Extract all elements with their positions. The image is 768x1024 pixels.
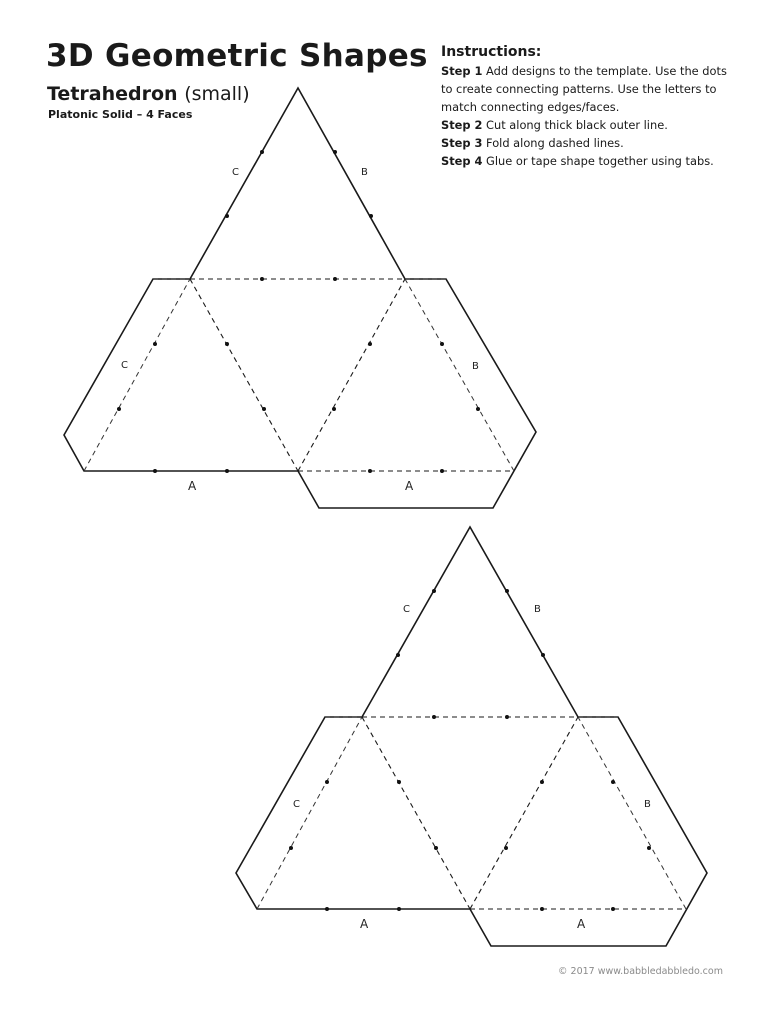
dot	[325, 907, 329, 911]
dot	[333, 277, 337, 281]
dot	[153, 342, 157, 346]
dot	[440, 342, 444, 346]
net-2-face-fold-line	[362, 717, 686, 909]
dot	[117, 407, 121, 411]
step-label: Step 3	[441, 136, 483, 150]
dot	[368, 342, 372, 346]
edge-label-a: A	[360, 917, 369, 931]
net-1-dots	[117, 150, 483, 473]
edge-label-b: B	[361, 167, 368, 178]
dot	[611, 907, 615, 911]
net-1-face-fold-line	[190, 279, 514, 471]
net-2-tab-fold-line	[257, 717, 686, 909]
dot	[260, 150, 264, 154]
step-label: Step 1	[441, 64, 483, 78]
dot	[397, 780, 401, 784]
dot	[647, 846, 651, 850]
edge-label-b: B	[644, 799, 651, 810]
copyright-footer: © 2017 www.babbledabbledo.com	[558, 966, 723, 977]
dot	[332, 407, 336, 411]
dot	[333, 150, 337, 154]
step-label: Step 2	[441, 118, 483, 132]
dot	[225, 469, 229, 473]
dot	[325, 780, 329, 784]
edge-label-c: C	[232, 167, 239, 178]
dot	[289, 846, 293, 850]
dot	[504, 846, 508, 850]
instructions-heading: Instructions:	[441, 44, 542, 60]
edge-label-c: C	[121, 360, 128, 371]
dot	[397, 907, 401, 911]
dot	[540, 907, 544, 911]
dot	[369, 214, 373, 218]
dot	[476, 407, 480, 411]
dot	[368, 469, 372, 473]
shape-size: (small)	[184, 83, 250, 105]
dot	[262, 407, 266, 411]
step-text: Glue or tape shape together using tabs.	[486, 154, 714, 168]
tetrahedron-net-1	[64, 88, 536, 508]
edge-label-a: A	[188, 479, 197, 493]
dot	[611, 780, 615, 784]
edge-label-b: B	[534, 604, 541, 615]
step-text: Cut along thick black outer line.	[486, 118, 668, 132]
dot	[153, 469, 157, 473]
edge-label-c: C	[293, 799, 300, 810]
dot	[432, 589, 436, 593]
edge-label-b: B	[472, 361, 479, 372]
dot	[434, 846, 438, 850]
dot	[260, 277, 264, 281]
shape-name: Tetrahedron	[47, 83, 178, 105]
step-label: Step 4	[441, 154, 483, 168]
edge-label-a: A	[577, 917, 586, 931]
shape-caption: Platonic Solid – 4 Faces	[48, 108, 193, 121]
edge-label-c: C	[403, 604, 410, 615]
dot	[225, 214, 229, 218]
dot	[440, 469, 444, 473]
dot	[505, 715, 509, 719]
net-1-tab-fold-line	[84, 279, 514, 471]
step-text: Add designs to the template. Use the dots to create connecting patterns. Use the letters to match connecting edges/faces.	[441, 64, 727, 114]
dot	[225, 342, 229, 346]
page-title: 3D Geometric Shapes	[46, 38, 428, 74]
net-1-cut-line	[64, 88, 536, 508]
edge-label-a: A	[405, 479, 414, 493]
step-text: Fold along dashed lines.	[486, 136, 624, 150]
net-2-cut-line	[236, 527, 707, 946]
dot	[540, 780, 544, 784]
dot	[541, 653, 545, 657]
dot	[505, 589, 509, 593]
dot	[396, 653, 400, 657]
dot	[432, 715, 436, 719]
tetrahedron-net-2	[236, 527, 707, 946]
